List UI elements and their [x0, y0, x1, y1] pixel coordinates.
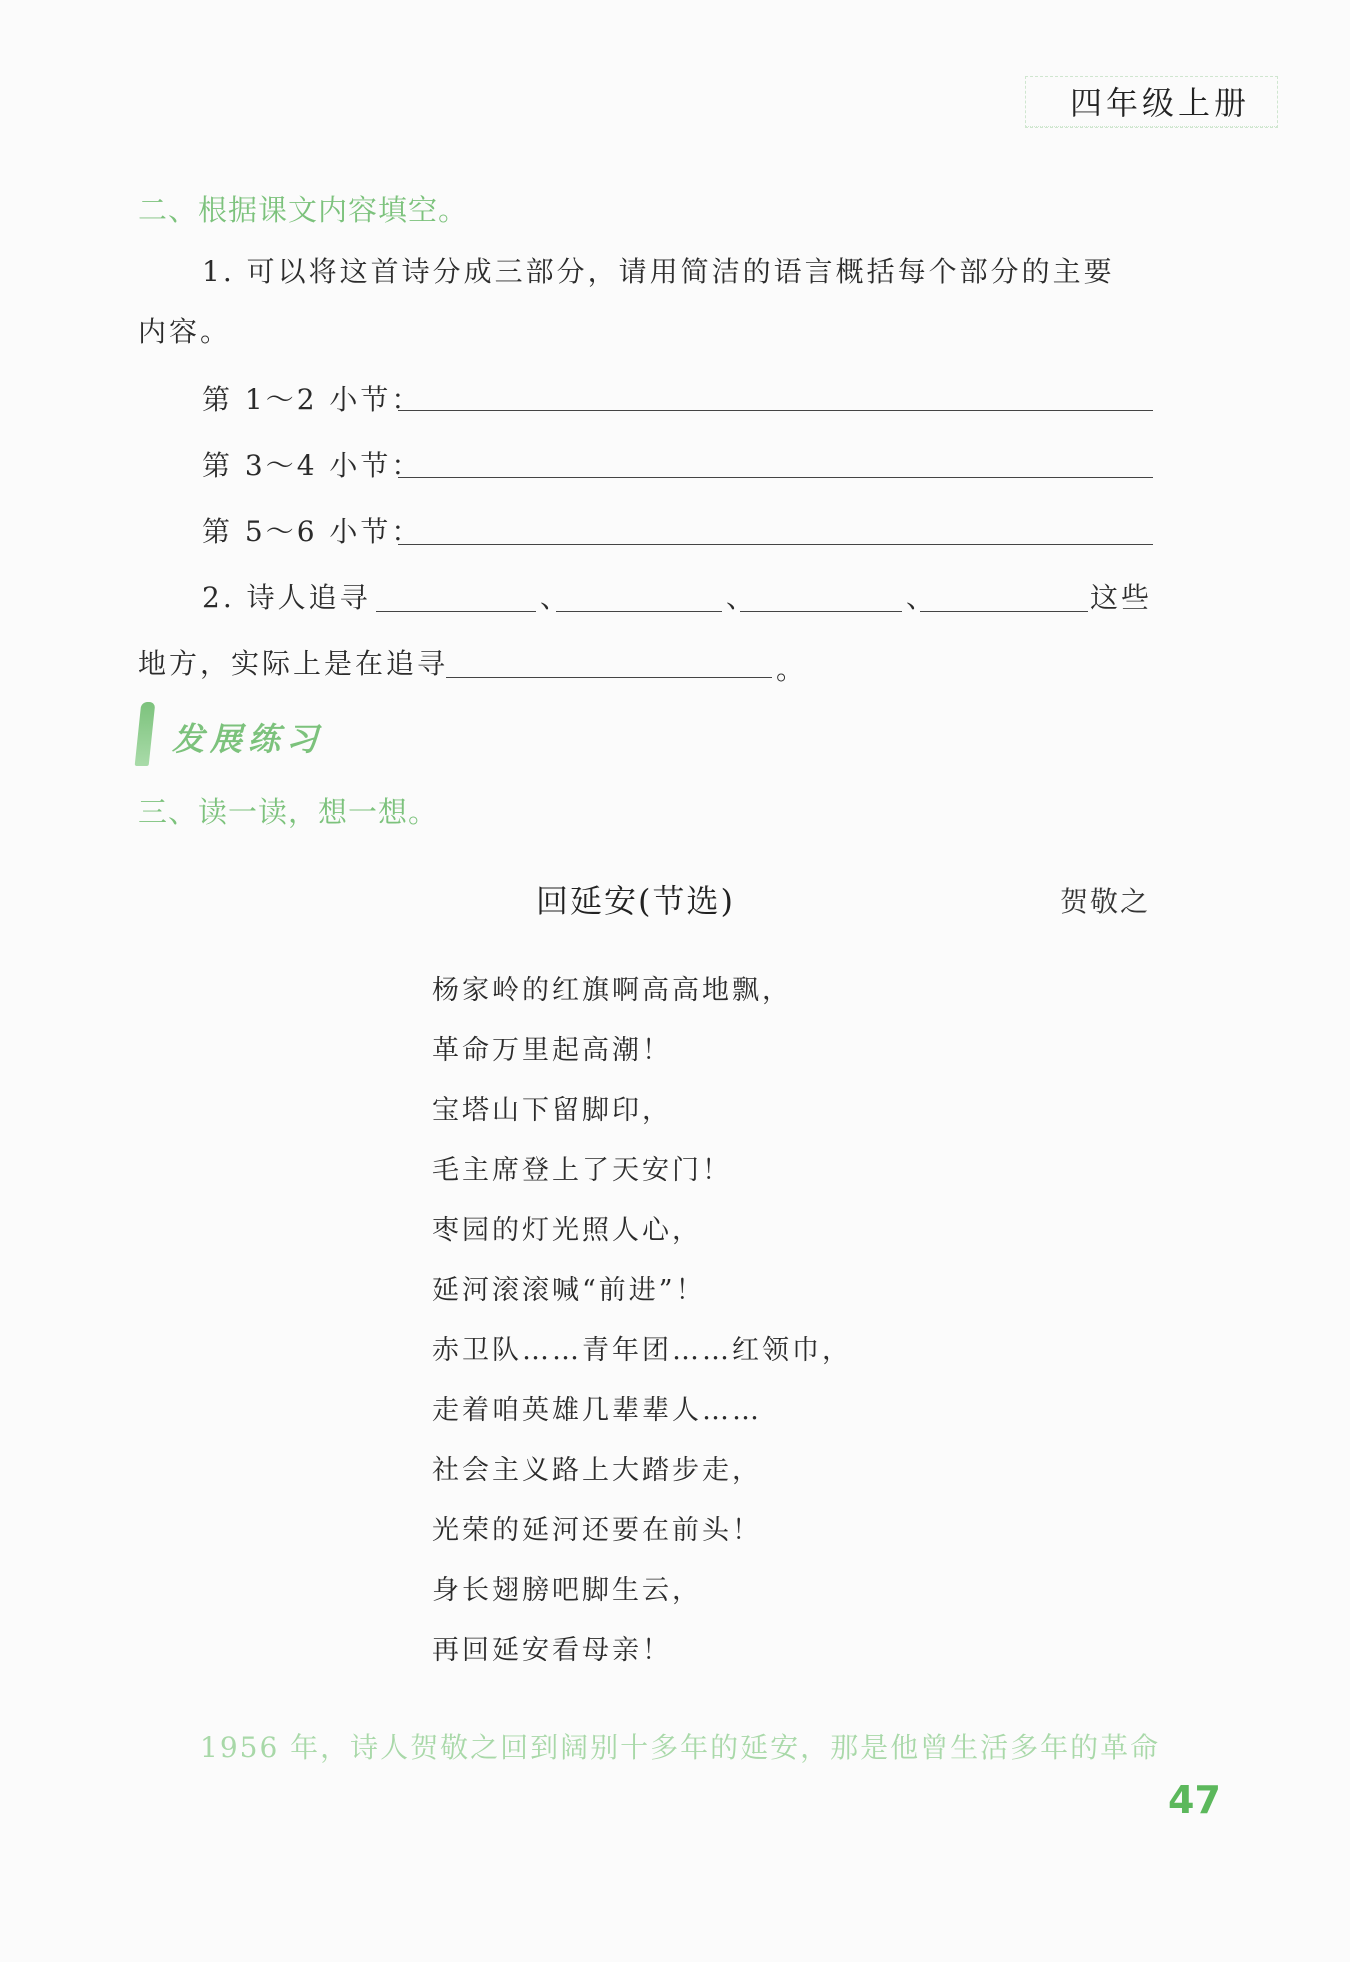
poem-author: 贺敬之	[1060, 885, 1151, 918]
poem-line: 革命万里起高潮！	[432, 1035, 672, 1066]
poem-line: 赤卫队……青年团……红领巾，	[432, 1335, 852, 1366]
part-label-1: 第 1～2 小节：	[202, 383, 423, 416]
part-label-3: 第 5～6 小节：	[202, 515, 423, 548]
poem-line: 毛主席登上了天安门！	[432, 1155, 732, 1186]
answer-blank-part-1[interactable]	[398, 410, 1153, 411]
poem-line: 光荣的延河还要在前头！	[432, 1515, 762, 1546]
poem-line: 再回延安看母亲！	[432, 1635, 672, 1666]
separator-3: 、	[906, 581, 938, 614]
answer-blank-part-3[interactable]	[398, 544, 1153, 545]
answer-blank-place-3[interactable]	[740, 611, 902, 612]
poem-title: 回延安(节选)	[536, 882, 735, 920]
poem-line: 走着咱英雄几辈辈人……	[432, 1395, 762, 1426]
practice-title: 发展练习	[172, 720, 325, 758]
poem-line: 枣园的灯光照人心，	[432, 1215, 702, 1246]
question-two-line-two: 地方，实际上是在追寻	[138, 647, 449, 680]
question-two-suffix: 这些	[1090, 581, 1153, 614]
separator-1: 、	[540, 581, 572, 614]
poem-line: 杨家岭的红旗啊高高地飘，	[432, 975, 792, 1006]
section-two-heading: 二、根据课文内容填空。	[138, 193, 469, 227]
part-label-2: 第 3～4 小节：	[202, 449, 423, 482]
question-two-period: 。	[776, 653, 808, 686]
practice-banner	[138, 702, 398, 766]
poem-line: 社会主义路上大踏步走，	[432, 1455, 762, 1486]
poem-line: 宝塔山下留脚印，	[432, 1095, 672, 1126]
answer-blank-place-4[interactable]	[920, 611, 1088, 612]
separator-2: 、	[726, 581, 758, 614]
question-one-text-continued: 内容。	[138, 315, 232, 348]
section-three-heading: 三、读一读，想一想。	[138, 795, 439, 829]
grade-label: 四年级上册	[1070, 84, 1251, 122]
answer-blank-place-1[interactable]	[376, 611, 536, 612]
pencil-icon	[135, 702, 156, 766]
answer-blank-part-2[interactable]	[398, 477, 1153, 478]
answer-blank-pursuit[interactable]	[446, 677, 772, 678]
poem-background-text: 1956 年，诗人贺敬之回到阔别十多年的延安，那是他曾生活多年的革命	[200, 1731, 1161, 1764]
page-number: 47	[1168, 1778, 1221, 1822]
answer-blank-place-2[interactable]	[556, 611, 722, 612]
poem-line: 延河滚滚喊“前进”！	[432, 1275, 706, 1306]
question-two-prefix: 2. 诗人追寻	[202, 581, 371, 614]
poem-line: 身长翅膀吧脚生云，	[432, 1575, 702, 1606]
question-one-text: 1. 可以将这首诗分成三部分，请用简洁的语言概括每个部分的主要	[202, 255, 1115, 288]
